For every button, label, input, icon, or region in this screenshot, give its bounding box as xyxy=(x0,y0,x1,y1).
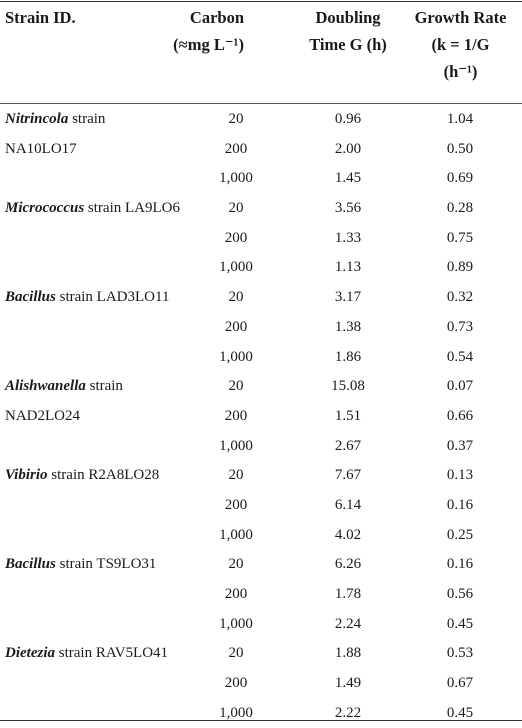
table-row xyxy=(0,313,522,343)
growth-rate-cell: 0.66 xyxy=(446,407,474,424)
doubling-time-cell: 3.56 xyxy=(334,200,362,217)
table-row xyxy=(0,491,522,521)
growth-rate-cell: 0.56 xyxy=(446,586,474,602)
header-growth-line1: Growth Rate xyxy=(414,8,507,27)
header-growth-line2: (k = 1/G xyxy=(431,35,490,54)
header-doubling-line1: Doubling xyxy=(315,8,381,27)
doubling-time-cell: 15.08 xyxy=(331,378,365,395)
doubling-time-cell: 1.33 xyxy=(334,229,362,246)
table-row xyxy=(0,610,522,640)
strain-name-cell xyxy=(5,372,123,402)
strain-suffix: NAD2LO24 xyxy=(5,407,80,424)
growth-rate-cell: 0.54 xyxy=(446,348,474,365)
carbon-cell: 1,000 xyxy=(219,704,253,721)
table-row xyxy=(0,283,522,313)
table-row xyxy=(0,639,522,669)
table-row xyxy=(0,194,522,224)
growth-rate-cell: 0.45 xyxy=(446,704,474,721)
doubling-time-cell: 1.38 xyxy=(334,318,362,335)
strain-suffix: strain xyxy=(85,378,123,395)
doubling-time-cell: 2.24 xyxy=(334,615,362,632)
growth-rate-cell: 0.16 xyxy=(446,496,474,513)
strain-name-cell xyxy=(5,283,169,313)
table-row xyxy=(0,461,522,491)
table-row xyxy=(0,224,522,254)
carbon-cell: 20 xyxy=(228,111,244,127)
carbon-cell: 1,000 xyxy=(219,348,253,365)
growth-rate-cell: 0.69 xyxy=(446,170,474,187)
carbon-cell: 20 xyxy=(228,467,244,484)
strain-name-cell xyxy=(5,105,105,135)
carbon-cell: 200 xyxy=(224,675,248,692)
table-body xyxy=(0,105,522,728)
growth-rate-cell: 0.37 xyxy=(446,437,474,454)
growth-rate-cell: 0.25 xyxy=(446,526,474,543)
doubling-time-cell: 1.51 xyxy=(334,407,362,424)
carbon-cell: 200 xyxy=(224,586,248,602)
header-strain-label: Strain ID. xyxy=(5,8,76,27)
strain-suffix: strain RAV5LO41 xyxy=(55,645,169,662)
doubling-time-cell: 6.14 xyxy=(334,496,362,513)
table-row xyxy=(0,343,522,373)
growth-rate-cell: 0.73 xyxy=(446,318,474,335)
doubling-time-cell: 2.67 xyxy=(334,437,362,454)
carbon-cell: 20 xyxy=(228,289,244,306)
header-carbon xyxy=(173,4,244,58)
doubling-time-cell: 4.02 xyxy=(334,526,362,543)
carbon-cell: 1,000 xyxy=(219,615,253,632)
growth-rate-cell: 0.45 xyxy=(446,615,474,632)
strain-suffix: strain R2A8LO28 xyxy=(47,467,160,484)
carbon-cell: 1,000 xyxy=(219,526,253,543)
table-top-rule xyxy=(0,1,522,2)
carbon-cell: 20 xyxy=(228,556,244,573)
table-row xyxy=(0,164,522,194)
strain-name-cell xyxy=(5,194,180,224)
carbon-cell: 200 xyxy=(224,318,248,335)
doubling-time-cell: 6.26 xyxy=(334,556,362,573)
growth-rate-cell: 0.28 xyxy=(446,200,474,217)
doubling-time-cell: 1.45 xyxy=(334,170,362,187)
table-header xyxy=(0,4,522,102)
doubling-time-cell: 1.86 xyxy=(334,348,362,365)
doubling-time-cell: 2.00 xyxy=(334,140,362,157)
table-row xyxy=(0,105,522,135)
table-bottom-rule xyxy=(0,720,522,721)
table-row xyxy=(0,432,522,462)
table-row xyxy=(0,550,522,580)
growth-rate-cell: 0.53 xyxy=(446,645,474,662)
strain-genus: Nitrincola xyxy=(5,111,69,127)
strain-name-cell xyxy=(5,639,168,669)
header-growth-rate xyxy=(399,4,522,85)
carbon-cell: 1,000 xyxy=(219,170,253,187)
strain-genus: Bacillus xyxy=(5,289,56,306)
doubling-time-cell: 1.78 xyxy=(334,586,362,602)
strain-genus: Dietezia xyxy=(5,645,55,662)
header-growth-line3: (h⁻¹) xyxy=(443,62,478,81)
header-carbon-line2: (≈mg L⁻¹) xyxy=(173,35,244,54)
growth-rate-cell: 0.67 xyxy=(446,675,474,692)
carbon-cell: 20 xyxy=(228,645,244,662)
header-carbon-line1: Carbon xyxy=(189,8,244,27)
strain-genus: Alishwanella xyxy=(5,378,86,395)
doubling-time-cell: 7.67 xyxy=(334,467,362,484)
growth-rate-cell: 0.07 xyxy=(446,378,474,395)
strain-genus: Bacillus xyxy=(5,556,56,573)
carbon-cell: 1,000 xyxy=(219,437,253,454)
header-strain-id xyxy=(5,4,76,31)
table-row xyxy=(0,521,522,551)
table-header-rule xyxy=(0,103,522,104)
strain-suffix: strain LA9LO6 xyxy=(84,200,180,217)
growth-rate-cell: 0.75 xyxy=(446,229,474,246)
strain-name-cell xyxy=(5,402,80,432)
strain-name-cell xyxy=(5,461,159,491)
growth-rate-cell: 0.50 xyxy=(446,140,474,157)
growth-rate-cell: 0.89 xyxy=(446,259,474,276)
header-doubling-line2: Time G (h) xyxy=(309,35,387,54)
doubling-time-cell: 1.49 xyxy=(334,675,362,692)
strain-suffix: strain LAD3LO11 xyxy=(55,289,170,306)
header-doubling-time xyxy=(293,4,403,58)
strain-suffix: NA10LO17 xyxy=(5,140,77,157)
carbon-cell: 200 xyxy=(224,140,248,157)
carbon-cell: 1,000 xyxy=(219,259,253,276)
doubling-time-cell: 3.17 xyxy=(334,289,362,306)
table-row xyxy=(0,402,522,432)
table-row xyxy=(0,135,522,165)
carbon-cell: 20 xyxy=(228,378,244,395)
doubling-time-cell: 0.96 xyxy=(334,111,362,127)
carbon-cell: 20 xyxy=(228,200,244,217)
strain-genus: Vibirio xyxy=(5,467,48,484)
growth-rate-cell: 0.13 xyxy=(446,467,474,484)
table-row xyxy=(0,669,522,699)
table-row xyxy=(0,580,522,610)
strain-genus: Micrococcus xyxy=(5,200,85,217)
doubling-time-cell: 1.88 xyxy=(334,645,362,662)
growth-rate-cell: 0.16 xyxy=(446,556,474,573)
doubling-time-cell: 2.22 xyxy=(334,704,362,721)
doubling-time-cell: 1.13 xyxy=(334,259,362,276)
table-row xyxy=(0,372,522,402)
growth-rate-cell: 1.04 xyxy=(446,111,474,127)
table-row xyxy=(0,253,522,283)
growth-rate-cell: 0.32 xyxy=(446,289,474,306)
carbon-cell: 200 xyxy=(224,496,248,513)
strain-name-cell xyxy=(5,135,77,165)
carbon-cell: 200 xyxy=(224,407,248,424)
carbon-cell: 200 xyxy=(224,229,248,246)
strain-suffix: strain TS9LO31 xyxy=(55,556,157,573)
strain-name-cell xyxy=(5,550,156,580)
strain-suffix: strain xyxy=(68,111,106,127)
